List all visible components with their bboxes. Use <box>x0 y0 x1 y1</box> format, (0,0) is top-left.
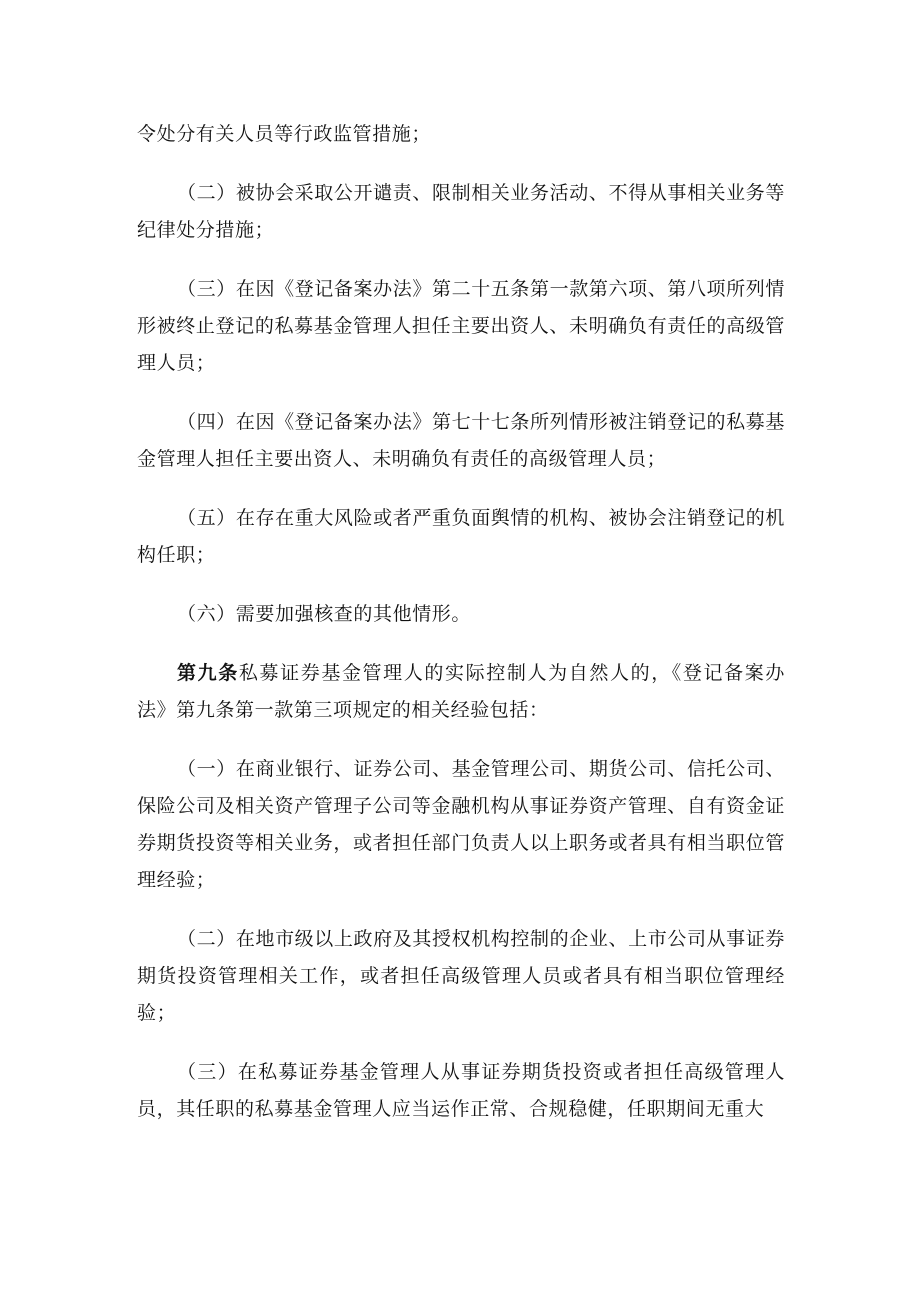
paragraph-text: （五）在存在重大风险或者严重负面舆情的机构、被协会注销登记的机构任职； <box>137 507 785 566</box>
paragraph-text: （三）在私募证券基金管理人从事证券期货投资或者担任高级管理人员，其任职的私募基金管理人应当运作正常、合规稳健，任职期间无重大 <box>137 1061 785 1120</box>
paragraph-item-2 <box>137 175 785 249</box>
paragraph-experience-2 <box>137 921 785 1032</box>
paragraph-text: （四）在因《登记备案办法》第七十七条所列情形被注销登记的私募基金管理人担任主要出资人、未明确负有责任的高级管理人员； <box>137 411 785 470</box>
document-body <box>137 116 785 1128</box>
paragraph-continuation <box>137 116 785 153</box>
paragraph-item-3 <box>137 271 785 382</box>
article-9-paragraph <box>137 655 785 729</box>
paragraph-item-4 <box>137 404 785 478</box>
paragraph-text: （六）需要加强核查的其他情形。 <box>177 603 472 625</box>
paragraph-text: 私募证券基金管理人的实际控制人为自然人的，《登记备案办法》第九条第一款第三项规定的相关经验包括： <box>137 662 785 721</box>
article-number: 第九条 <box>177 662 239 684</box>
paragraph-item-5 <box>137 500 785 574</box>
paragraph-text: 令处分有关人员等行政监管措施； <box>137 123 432 145</box>
paragraph-text: （三）在因《登记备案办法》第二十五条第一款第六项、第八项所列情形被终止登记的私募基金管理人担任主要出资人、未明确负有责任的高级管理人员； <box>137 278 785 374</box>
paragraph-experience-1 <box>137 751 785 899</box>
paragraph-item-6 <box>137 596 785 633</box>
paragraph-text: （二）被协会采取公开谴责、限制相关业务活动、不得从事相关业务等纪律处分措施； <box>137 182 785 241</box>
paragraph-experience-3 <box>137 1054 785 1128</box>
paragraph-text: （一）在商业银行、证券公司、基金管理公司、期货公司、信托公司、保险公司及相关资产管理子公司等金融机构从事证券资产管理、自有资金证券期货投资等相关业务，或者担任部门负责人以上职务或者具有相当职位管理经验； <box>137 758 785 891</box>
paragraph-text: （二）在地市级以上政府及其授权机构控制的企业、上市公司从事证券期货投资管理相关工作，或者担任高级管理人员或者具有相当职位管理经验； <box>137 928 785 1024</box>
